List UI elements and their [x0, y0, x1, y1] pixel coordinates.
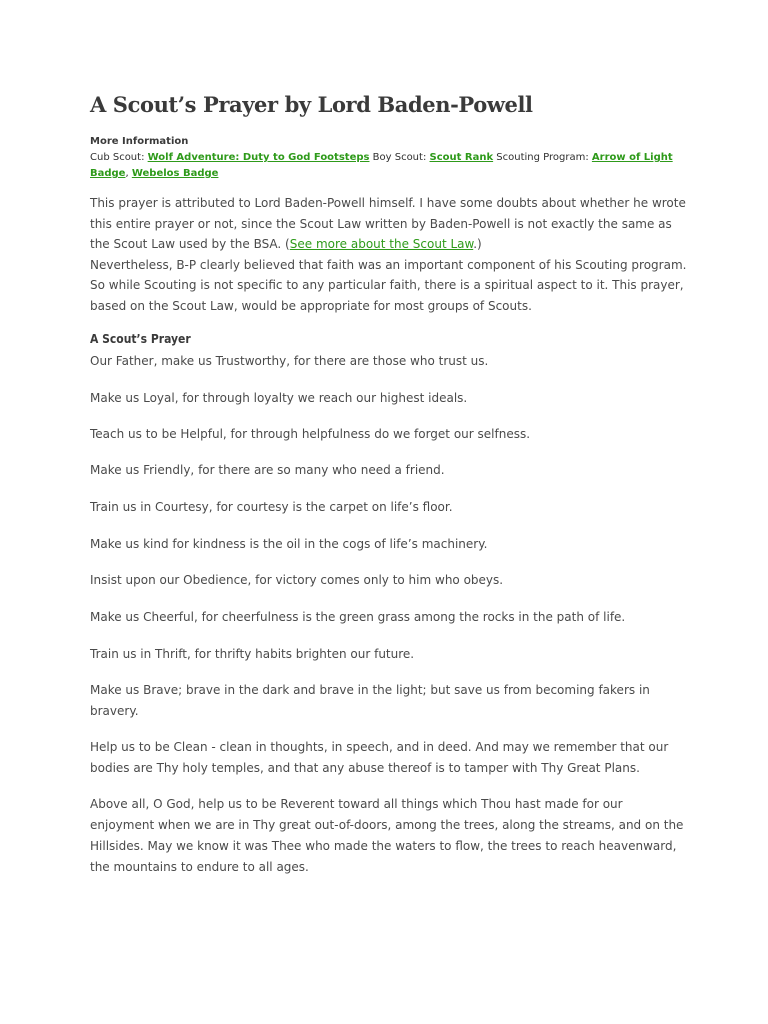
page-title: A Scout’s Prayer by Lord Baden-Powell	[90, 92, 533, 117]
boy-scout-label: Boy Scout:	[369, 152, 430, 163]
wolf-adventure-link[interactable]: Wolf Adventure: Duty to God Footsteps	[147, 152, 370, 163]
prayer-line: Make us kind for kindness is the oil in the cogs of life’s machinery.	[90, 537, 488, 551]
prayer-line: Our Father, make us Trustworthy, for there are those who trust us.	[90, 354, 489, 368]
prayer-line: Teach us to be Helpful, for through helpfulness do we forget our selfness.	[90, 427, 531, 441]
scout-rank-link[interactable]: Scout Rank	[429, 152, 494, 163]
webelos-badge-link[interactable]: Webelos Badge	[131, 168, 219, 179]
arrow-of-light-link[interactable]: Arrow of Light Badge	[90, 152, 673, 179]
prayer-line: Make us Friendly, for there are so many who need a friend.	[90, 463, 445, 477]
prayer-line: Make us Loyal, for through loyalty we reach our highest ideals.	[90, 391, 468, 405]
more-information	[90, 134, 690, 182]
prayer-line: Train us in Thrift, for thrifty habits brighten our future.	[90, 647, 415, 661]
intro-section	[90, 193, 690, 316]
prayer-line: Train us in Courtesy, for courtesy is the carpet on life’s floor.	[90, 500, 453, 514]
prayer-line: Help us to be Clean - clean in thoughts, in speech, and in deed. And may we remember that our bodies are Thy holy temples, and that any abuse thereof is to tamper with Thy Great Plans.	[90, 740, 669, 775]
intro-text-end: .)	[473, 237, 482, 251]
related-programs	[90, 150, 690, 182]
prayer-line: Make us Cheerful, for cheerfulness is the green grass among the rocks in the path of life.	[90, 610, 626, 624]
cub-scout-label: Cub Scout:	[90, 152, 148, 163]
more-information-label: More Information	[90, 136, 189, 147]
intro-text: This prayer is attributed to Lord Baden-Powell himself. I have some doubts about whether he wrote this entire prayer or not, since the Scout Law written by Baden-Powell is not exactly the same as the Scout Law used by the BSA. (	[90, 196, 686, 251]
prayer-line: Make us Brave; brave in the dark and brave in the light; but save us from becoming fakers in bravery.	[90, 683, 650, 718]
prayer-line: Above all, O God, help us to be Reverent toward all things which Thou hast made for our enjoyment when we are in Thy great out-of-doors, among the trees, along the streams, and on the Hillsides. May we know it was Thee who made the waters to flow, the trees to reach heavenward, the mountains to endure to all ages.	[90, 797, 684, 874]
prayer-heading: A Scout’s Prayer	[90, 332, 191, 346]
prayer-line: Insist upon our Obedience, for victory comes only to him who obeys.	[90, 573, 504, 587]
separator: ,	[125, 168, 132, 179]
intro-paragraph-1	[90, 193, 690, 255]
scouting-program-label: Scouting Program:	[493, 152, 592, 163]
intro-paragraph-2: Nevertheless, B-P clearly believed that faith was an important component of his Scouting program. So while Scouting is not specific to any particular faith, there is a spiritual aspect to it. This prayer, based on the Scout Law, would be appropriate for most groups of Scouts.	[90, 257, 687, 313]
scout-law-link[interactable]: See more about the Scout Law	[289, 237, 474, 251]
